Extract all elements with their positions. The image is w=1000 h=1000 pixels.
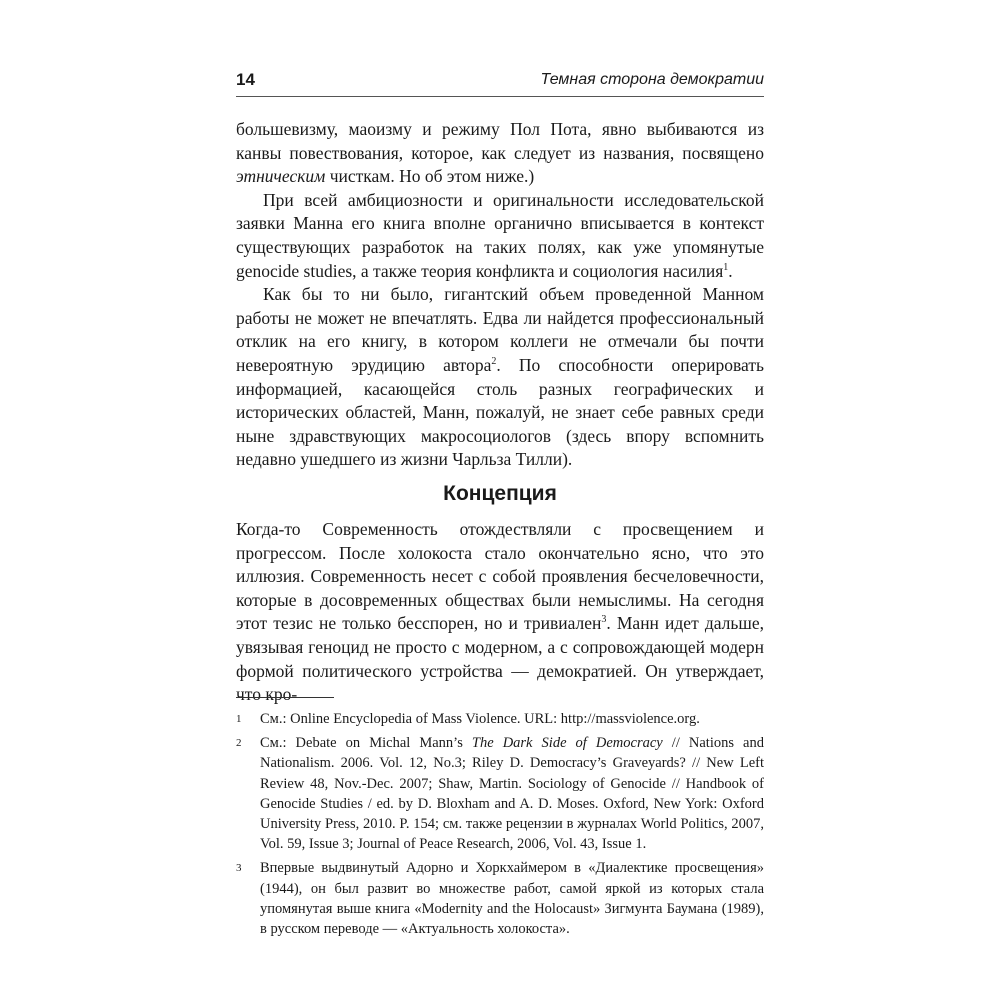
paragraph-1-tail: чисткам. Но об этом ниже.) xyxy=(325,166,535,187)
footnote-ref-1[interactable]: 1 xyxy=(723,261,729,273)
footnote-text: См.: Online Encyclopedia of Mass Violence. URL: http://massviolence.org. xyxy=(260,711,700,727)
footnote-text-tail: // Nations and Nationalism. 2006. Vol. 12, No.3; Riley D. Democracy’s Graveyards? // New Left Review 48, Nov.-Dec. 2007; Shaw, Martin. Sociology of Genocide // Handbook of Genocide Studies / ed. by D. Bloxham and A. D. Moses. Oxford, New York: Oxford University Press, 2010. P. 154; см. также рецензии в журналах World Politics, 2007, Vol. 59, Issue 3; Journal of Peace Research, 2006, Vol. 43, Issue 1. xyxy=(260,735,764,853)
footnote-ref-2[interactable]: 2 xyxy=(491,356,497,368)
paragraph-1 xyxy=(236,118,764,189)
footnote-number: 3 xyxy=(236,862,242,875)
section-paragraph-tail: . Манн идет дальше, увязывая геноцид не просто с модерном, а с сопровождающей модерн формой политического устройства — демократией. Он утверждает, что кро- xyxy=(236,613,764,705)
paragraph-2-text: При всей амбициозности и оригинальности исследовательской заявки Манна его книга вполне органично вписывается в контекст существующих разработок на таких полях, как уже упомянутые genocide studies, а также теория конфликта и социология насилия xyxy=(236,189,764,281)
page-number: 14 xyxy=(236,70,255,89)
footnote-ref-3[interactable]: 3 xyxy=(601,614,607,626)
section-body xyxy=(236,518,764,707)
footnote-text: См.: Debate on Michal Mann’s xyxy=(260,735,472,752)
paragraph-1-text: большевизму, маоизму и режиму Пол Пота, явно выбиваются из канвы повествования, которое, как следует из названия, посвящено xyxy=(236,119,764,163)
footnote-number: 1 xyxy=(236,713,242,725)
footnotes xyxy=(236,709,764,943)
body-text xyxy=(236,118,764,472)
paragraph-2 xyxy=(236,189,764,283)
footnote-text: Впервые выдвинутый Адорно и Хоркхаймером в «Диалектике просвещения» (1944), он был развит во множестве работ, самой яркой из которых стала упомянутая выше книга «Modernity and the Holocaust» Зигмунта Баумана (1989), в русском переводе — «Актуальность холокоста». xyxy=(260,860,764,938)
footnote-3 xyxy=(236,858,764,939)
footnote-1 xyxy=(236,709,764,729)
section-title: Концепция xyxy=(443,482,557,505)
footnote-divider xyxy=(236,697,334,698)
footnote-2 xyxy=(236,733,764,854)
section-paragraph xyxy=(236,518,764,707)
paragraph-2-tail: . xyxy=(728,260,733,281)
paragraph-1-emphasis: этническим xyxy=(236,166,326,187)
running-title: Темная сторона демократии xyxy=(540,71,764,88)
footnote-number: 2 xyxy=(236,737,242,750)
paragraph-3-text: Как бы то ни было, гигантский объем проведенной Манном работы не может не впечатлять. Едва ли найдется профессиональный отклик на его книгу, в котором коллеги не отмечали бы почти невероятную эрудицию автора xyxy=(236,284,764,375)
section-paragraph-text: Когда-то Современность отождествляли с просвещением и прогрессом. После холокоста стало окончательно ясно, что это иллюзия. Современность несет с собой проявления бесчеловечности, которые в досовременных обществах были немыслимы. На сегодня этот тезис не только бесспорен, но и тривиален xyxy=(236,519,764,634)
paragraph-3-tail: . По способности оперировать информацией, касающейся столь разных географических и исторических областей, Манн, пожалуй, не знает себе равных среди ныне здравствующих макросоциологов (здесь впору вспомнить недавно ушедшего из жизни Чарльза Тилли). xyxy=(236,354,764,470)
footnote-book-title: The Dark Side of Democracy xyxy=(471,735,663,752)
page-header xyxy=(236,68,764,97)
paragraph-3 xyxy=(236,283,764,472)
